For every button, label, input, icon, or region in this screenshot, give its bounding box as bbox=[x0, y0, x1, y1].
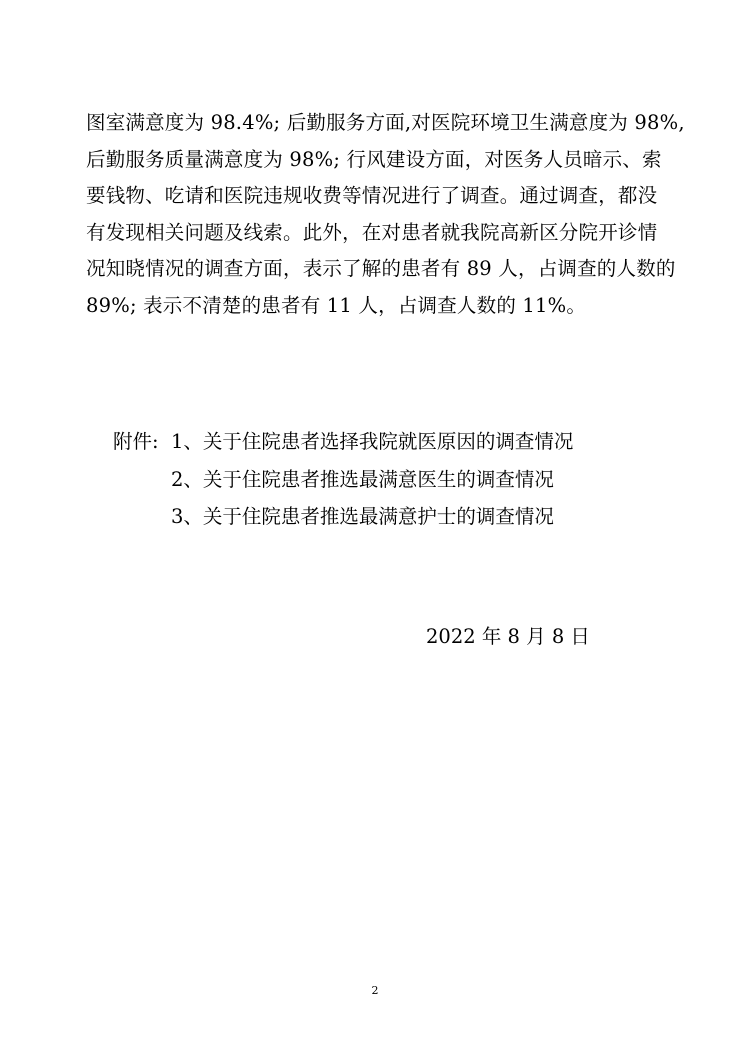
attachment-row-2 bbox=[113, 468, 633, 506]
attachment-row-3 bbox=[113, 505, 633, 543]
attachment-item-1: 1、关于住院患者选择我院就医原因的调查情况 bbox=[171, 430, 574, 453]
body-line-4: 有发现相关问题及线索。此外，在对患者就我院高新区分院开诊情 bbox=[86, 220, 658, 244]
attachment-row-1 bbox=[113, 430, 633, 468]
body-line-5: 况知晓情况的调查方面，表示了解的患者有 89 人，占调查的人数的 bbox=[86, 257, 676, 280]
body-line-1: 图室满意度为 98.4%; 后勤服务方面,对医院环境卫生满意度为 98%, bbox=[86, 111, 685, 134]
body-line-6: 89%; 表示不清楚的患者有 11 人，占调查人数的 11%。 bbox=[86, 293, 587, 317]
body-line-2: 后勤服务质量满意度为 98%; 行风建设方面，对医务人员暗示、索 bbox=[86, 147, 662, 171]
page-number: 2 bbox=[371, 984, 379, 997]
body-line-3: 要钱物、吃请和医院违规收费等情况进行了调查。通过调查，都没 bbox=[86, 184, 658, 207]
body-paragraph bbox=[86, 111, 685, 330]
attachment-item-2: 2、关于住院患者推选最满意医生的调查情况 bbox=[171, 467, 554, 491]
attachments-section bbox=[113, 430, 633, 543]
document-date: 2022 年 8 月 8 日 bbox=[426, 625, 590, 648]
attachments-label: 附件: bbox=[113, 430, 159, 453]
attachment-item-3: 3、关于住院患者推选最满意护士的调查情况 bbox=[171, 505, 554, 528]
